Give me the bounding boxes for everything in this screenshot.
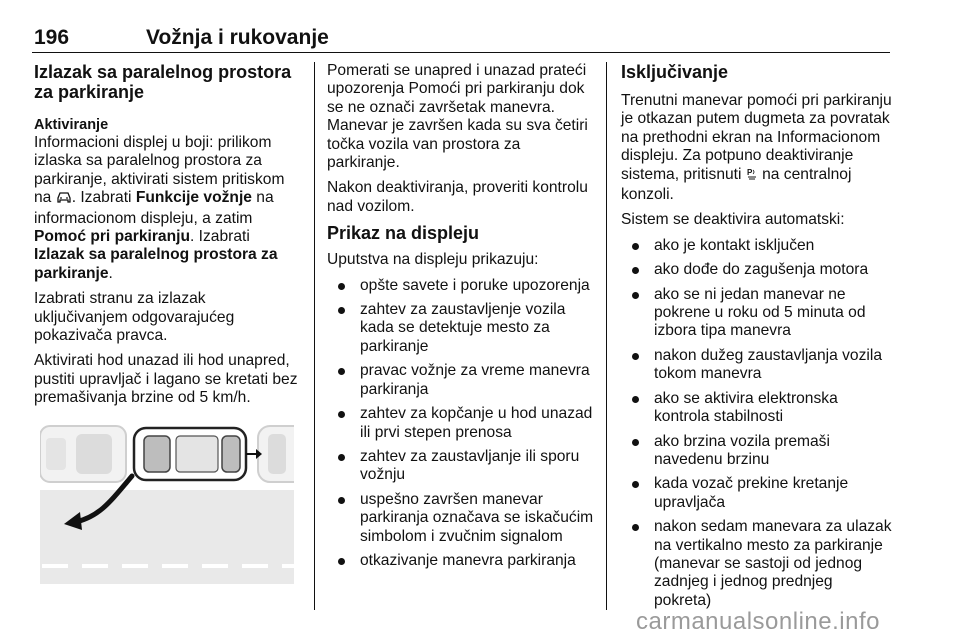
list-item: pravac vožnje za vreme manevra parkiranja [327, 362, 595, 399]
column-divider-2 [606, 62, 607, 610]
header-rule [32, 52, 890, 53]
list-item: opšte savete i poruke upozorenja [327, 277, 595, 295]
paragraph-indicator: Izabrati stranu za izlazak uključivanjem odgovarajućeg pokazivača pravca. [34, 290, 235, 345]
column-divider-1 [314, 62, 315, 610]
list-item: ako se ni jedan manevar ne pokrene u roku od 5 minuta od izbora tipa manevra [621, 286, 893, 341]
bullet-icon [632, 243, 639, 250]
list-item: zahtev za zaustavljanje ili sporu vožnju [327, 448, 595, 485]
list-item: zahtev za zaustavljenje vozila kada se detektuje mesto za parkiranje [327, 301, 595, 356]
menu-exit-label: Izlazak sa paralelnog prostora za parkiranje [34, 246, 278, 282]
list-item: zahtev za kopčanje u hod unazad ili prvi stepen prenosa [327, 405, 595, 442]
bullet-icon [632, 524, 639, 531]
watermark: carmanualsonline.info [636, 608, 880, 635]
list-item: nakon sedam manevara za ulazak na vertikalno mesto za parkiranje (manevar se sastoji od jednog zadnjeg i jednog prednjeg pokreta) [621, 518, 893, 610]
column-left [34, 62, 302, 415]
parking-exit-illustration [40, 412, 294, 584]
section-title-display: Prikaz na displeju [327, 223, 480, 244]
list-item: otkazivanje manevra parkiranja [327, 552, 595, 570]
auto-deactivation-list [621, 237, 893, 610]
column-middle [327, 62, 595, 576]
own-car-icon [134, 428, 246, 480]
section-title-exit: Izlazak sa paralelnog prostora za parkiranje [34, 62, 292, 102]
subhead-activation: Aktiviranje [34, 117, 109, 133]
paragraph-display-intro: Uputstva na displeju prikazuju: [327, 251, 539, 269]
list-item: ako dođe do zagušenja motora [621, 261, 893, 279]
bullet-icon [338, 368, 345, 375]
chapter-title: Vožnja i rukovanje [146, 26, 329, 49]
list-item: ako se aktivira elektronska kontrola stabilnosti [621, 390, 893, 427]
bullet-icon [338, 307, 345, 314]
bullet-icon [632, 396, 639, 403]
bullet-icon [632, 481, 639, 488]
bullet-icon [338, 411, 345, 418]
bullet-icon [338, 283, 345, 290]
paragraph-check-control: Nakon deaktiviranja, proveriti kontrolu nad vozilom. [327, 179, 588, 215]
list-item: kada vozač prekine kretanje upravljača [621, 475, 893, 512]
list-item: nakon dužeg zaustavljanja vozila tokom manevra [621, 347, 893, 384]
section-title-deactivation: Isključivanje [621, 62, 729, 82]
paragraph-activation: Informacioni displej u boji: prilikom izlaska sa paralelnog prostora za parkiranje, aktivirati sistem pritiskom na . Izabrati Funkcije vožnje na informacionom displeju, a zatim Pomoć pri parkiranju. Izabrati Izlazak sa paralelnog prostora za parkiranje. [34, 134, 285, 282]
rear-car-icon [40, 426, 126, 482]
list-item: ako brzina vozila premaši navedenu brzinu [621, 433, 893, 470]
bullet-icon [338, 454, 345, 461]
list-item: uspešno završen manevar parkiranja označava se iskačućim simbolom i zvučnim signalom [327, 491, 595, 546]
display-instructions-list [327, 277, 595, 571]
bullet-icon [632, 267, 639, 274]
column-right [621, 62, 893, 616]
paragraph-maneuver: Pomerati se unapred i unazad prateći upozorenja Pomoći pri parkiranju dok se ne označi završetak manevra. Manevar je završen kada su sva četiri točka vozila van prostora za parkiranje. [327, 62, 588, 172]
page-number: 196 [34, 26, 70, 49]
park-assist-icon [746, 167, 758, 186]
bullet-icon [632, 353, 639, 360]
bullet-icon [632, 292, 639, 299]
svg-text:P: P [746, 167, 753, 177]
car-icon [56, 191, 72, 209]
paragraph-deactivation: Trenutni manevar pomoći pri parkiranju je otkazan putem dugmeta za povratak na prethodni ekran na Informacionom displeju. Za potpuno deaktiviranje sistema, pritisnuti P na centralnoj konzoli. [621, 92, 892, 204]
paragraph-speed: Aktivirati hod unazad ili hod unapred, pustiti upravljač i lagano se kretati bez premašivanja brzine od 5 km/h. [34, 352, 298, 407]
bullet-icon [338, 497, 345, 504]
menu-park-assist-label: Pomoć pri parkiranju [34, 228, 190, 246]
bullet-icon [338, 558, 345, 565]
paragraph-auto-intro: Sistem se deaktivira automatski: [621, 211, 845, 229]
front-car-icon [258, 426, 294, 482]
list-item: ako je kontakt isključen [621, 237, 893, 255]
menu-functions-label: Funkcije vožnje [135, 189, 252, 207]
bullet-icon [632, 439, 639, 446]
